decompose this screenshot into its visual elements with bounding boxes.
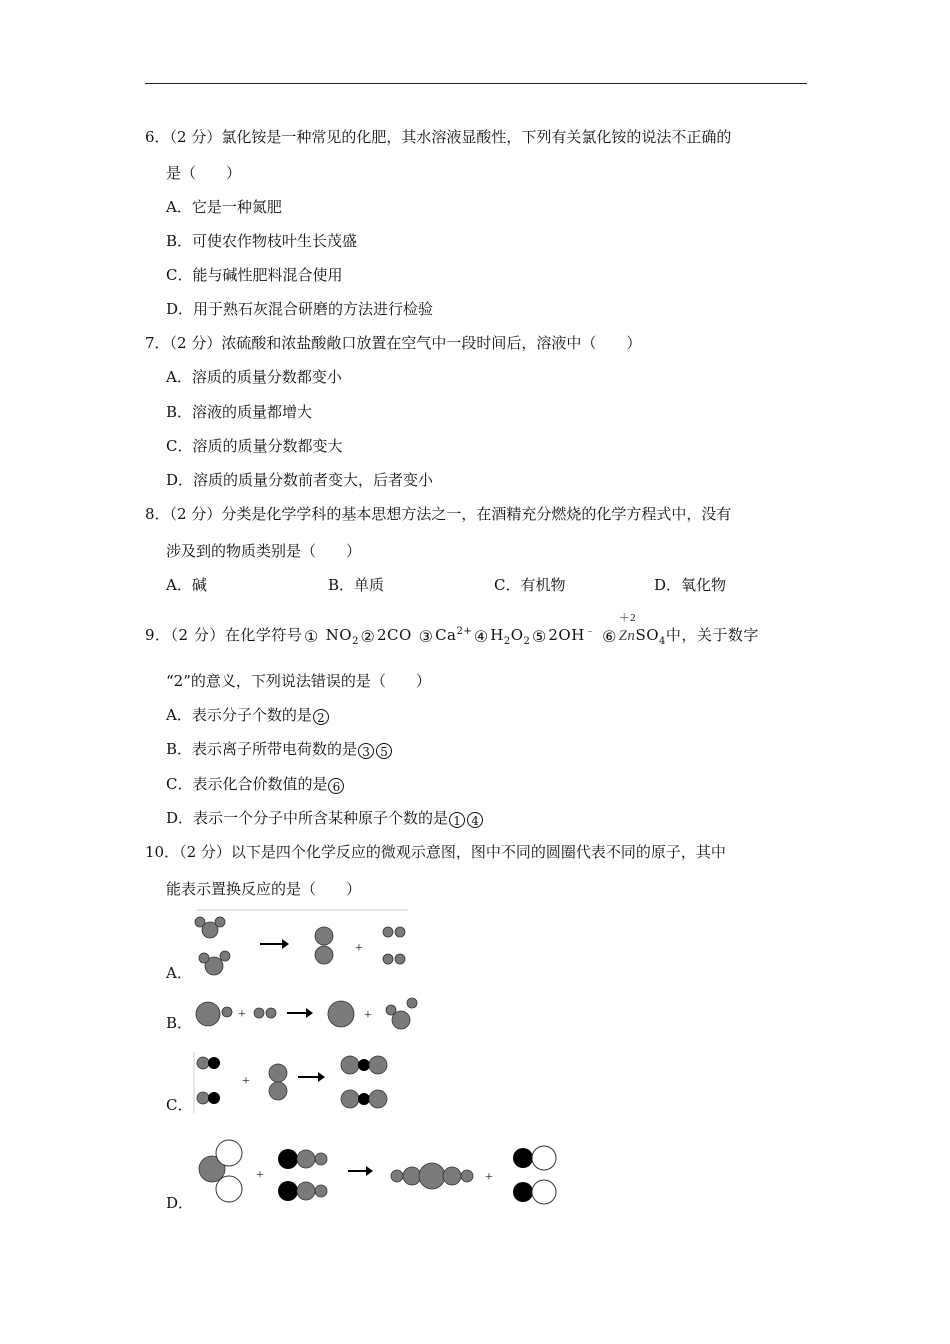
circled-mark: 1	[449, 812, 465, 828]
q6-stem-line1: 6．（2 分）氯化铵是一种常见的化肥，其水溶液显酸性，下列有关氯化铵的说法不正确的	[145, 128, 732, 146]
q9-suffix: 中，关于数字	[665, 626, 759, 644]
q9-prefix: 9．（2 分）在化学符号	[145, 626, 303, 644]
q8-stem-line2: 涉及到的物质类别是（ ）	[166, 542, 362, 560]
q8-stem-line1: 8．（2 分）分类是化学学科的基本思想方法之一，在酒精充分燃烧的化学方程式中，没有	[145, 505, 732, 523]
q9-stem-line2: “2”的意义，下列说法错误的是（ ）	[166, 672, 431, 690]
circled-2: ②	[360, 627, 376, 646]
circled-5: ⑤	[531, 627, 547, 646]
q9-option-a[interactable]: A．表示分子个数的是 2	[166, 705, 330, 725]
q9-option-d[interactable]: D．表示一个分子中所含某种原子个数的是 1 4	[166, 808, 484, 828]
circled-3: ③	[418, 627, 434, 646]
q6-stem-line2: 是（ ）	[166, 164, 242, 182]
zn-valence: ＋2	[618, 612, 637, 624]
q8-option-a[interactable]: A．碱	[166, 576, 207, 594]
plus-sign: +	[364, 1008, 372, 1023]
q10-diagram-a[interactable]	[192, 908, 412, 983]
q6-option-a[interactable]: A．它是一种氮肥	[166, 198, 282, 216]
header-rule	[145, 83, 807, 84]
q7-option-d[interactable]: D．溶质的质量分数前者变大，后者变小	[166, 471, 434, 489]
circled-mark: 4	[467, 812, 483, 828]
symbol-h2o2: $H_2O_2$	[490, 626, 531, 647]
plus-sign: +	[242, 1074, 250, 1089]
q9-option-b[interactable]: B．表示离子所带电荷数的是 3 5	[166, 739, 393, 759]
circled-mark: 6	[328, 778, 344, 794]
q10-stem-line1: 10．（2 分）以下是四个化学反应的微观示意图，图中不同的圆圈代表不同的原子，其中	[145, 843, 726, 861]
q6-option-c[interactable]: C．能与碱性肥料混合使用	[166, 266, 343, 284]
circled-1: ①	[303, 627, 319, 646]
circled-6: ⑥	[602, 627, 618, 646]
arrow-icon	[260, 939, 289, 949]
q7-option-b[interactable]: B．溶液的质量都增大	[166, 403, 313, 421]
arrow-icon	[287, 1008, 313, 1018]
molecule-small-diatomic	[383, 927, 405, 964]
circled-mark: 2	[313, 709, 329, 725]
q10-option-a-label[interactable]: A．	[166, 964, 192, 982]
q8-option-b[interactable]: B．单质	[328, 576, 385, 594]
symbol-so4: $SO_4$	[635, 626, 666, 647]
molecule-triatomic	[199, 951, 230, 975]
q10-diagram-d[interactable]	[192, 1136, 567, 1211]
symbol-ca: $Ca^{2+}$	[435, 626, 473, 644]
plus-sign: +	[256, 1168, 264, 1183]
q10-diagram-b[interactable]	[192, 992, 427, 1037]
q6-option-d[interactable]: D．用于熟石灰混合研磨的方法进行检验	[166, 300, 434, 318]
circled-mark: 3	[358, 743, 374, 759]
symbol-2oh: 2OH﹣	[548, 626, 596, 644]
q7-option-c[interactable]: C．溶质的质量分数都变大	[166, 437, 343, 455]
symbol-no2: $NO_2$	[325, 626, 359, 647]
arrow-icon	[348, 1166, 373, 1176]
q10-option-c-label[interactable]: C．	[166, 1096, 193, 1114]
plus-sign: +	[238, 1007, 246, 1022]
q6-option-b[interactable]: B．可使农作物枝叶生长茂盛	[166, 232, 358, 250]
molecule-triatomic	[195, 917, 225, 938]
q10-stem-line2: 能表示置换反应的是（ ）	[166, 880, 362, 898]
plus-sign: +	[485, 1170, 493, 1185]
q9-option-c[interactable]: C．表示化合价数值的是 6	[166, 774, 345, 794]
molecule-diatomic	[315, 927, 333, 964]
q8-option-d[interactable]: D．氧化物	[654, 576, 727, 594]
q10-diagram-c[interactable]	[192, 1050, 397, 1115]
q10-option-d-label[interactable]: D．	[166, 1194, 194, 1212]
q9-stem-line1	[145, 612, 759, 652]
circled-mark: 5	[376, 743, 392, 759]
q10-option-b-label[interactable]: B．	[166, 1014, 193, 1032]
q8-option-c[interactable]: C．有机物	[494, 576, 566, 594]
plus-sign: +	[355, 941, 363, 956]
q7-stem: 7．（2 分）浓硫酸和浓盐酸敞口放置在空气中一段时间后，溶液中（ ）	[145, 334, 642, 352]
symbol-zn: ＋2 Zn	[619, 628, 636, 644]
symbol-2co: 2CO	[376, 626, 412, 644]
arrow-icon	[298, 1072, 325, 1082]
q7-option-a[interactable]: A．溶质的质量分数都变小	[166, 368, 342, 386]
circled-4: ④	[473, 627, 489, 646]
